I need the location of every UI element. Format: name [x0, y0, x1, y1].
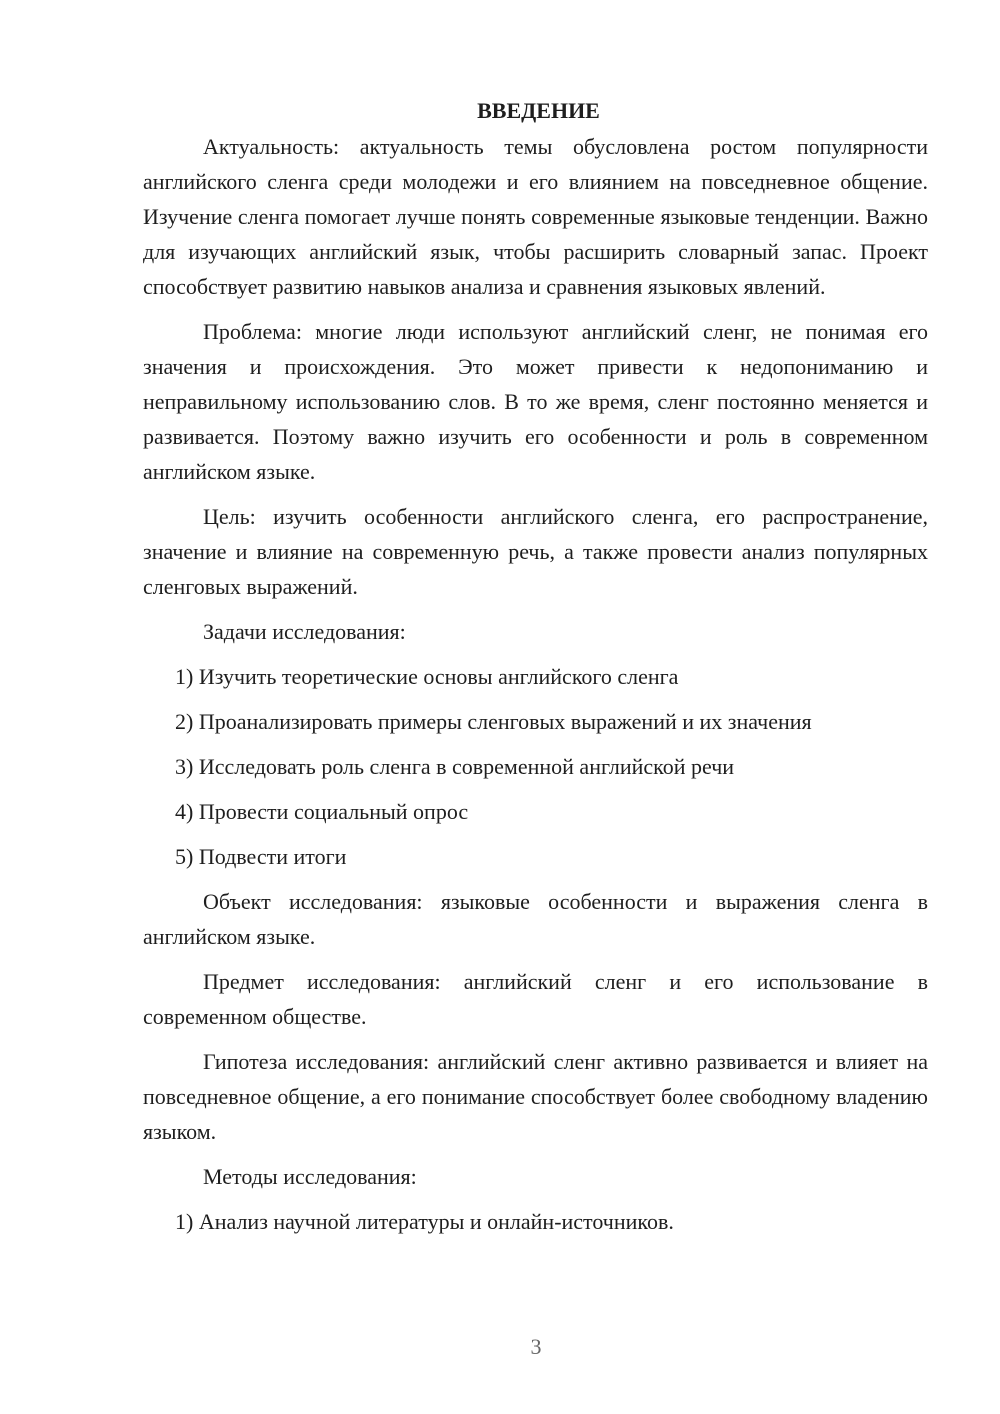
problem-paragraph: Проблема: многие люди используют английский сленг, не понимая его значения и происхождения. Это может привести к недопониманию и неправильному использованию слов. В то же время, сленг постоянно меняется и развивается. Поэтому важно изучить его особенности и роль в современном английском языке. — [143, 319, 928, 484]
relevance-paragraph: Актуальность: актуальность темы обусловлена ростом популярности английского сленга среди молодежи и его влиянием на повседневное общение. Изучение сленга помогает лучше понять современные языковые тенденции. Важно для изучающих английский язык, чтобы расширить словарный запас. Проект способствует развитию навыков анализа и сравнения языковых явлений. — [143, 134, 928, 299]
task-item: 1) Изучить теоретические основы английского сленга — [175, 664, 679, 689]
goal-paragraph: Цель: изучить особенности английского сленга, его распространение, значение и влияние на современную речь, а также провести анализ популярных сленговых выражений. — [143, 504, 928, 599]
page-number: 3 — [530, 1334, 542, 1359]
methods-list — [143, 1204, 928, 1239]
tasks-list — [143, 659, 928, 874]
document-page — [143, 93, 928, 1249]
object-paragraph: Объект исследования: языковые особенности и выражения сленга в английском языке. — [143, 889, 928, 949]
page-title: ВВЕДЕНИЕ — [477, 98, 600, 123]
method-item: 1) Анализ научной литературы и онлайн-источников. — [175, 1209, 674, 1234]
subject-paragraph: Предмет исследования: английский сленг и его использование в современном обществе. — [143, 969, 928, 1029]
task-item: 3) Исследовать роль сленга в современной английской речи — [175, 754, 735, 779]
task-item: 4) Провести социальный опрос — [175, 799, 469, 824]
methods-heading: Методы исследования: — [203, 1164, 417, 1189]
hypothesis-paragraph: Гипотеза исследования: английский сленг активно развивается и влияет на повседневное общение, а его понимание способствует более свободному владению языком. — [143, 1049, 928, 1144]
task-item: 2) Проанализировать примеры сленговых выражений и их значения — [175, 709, 812, 734]
task-item: 5) Подвести итоги — [175, 844, 347, 869]
tasks-heading: Задачи исследования: — [203, 619, 406, 644]
